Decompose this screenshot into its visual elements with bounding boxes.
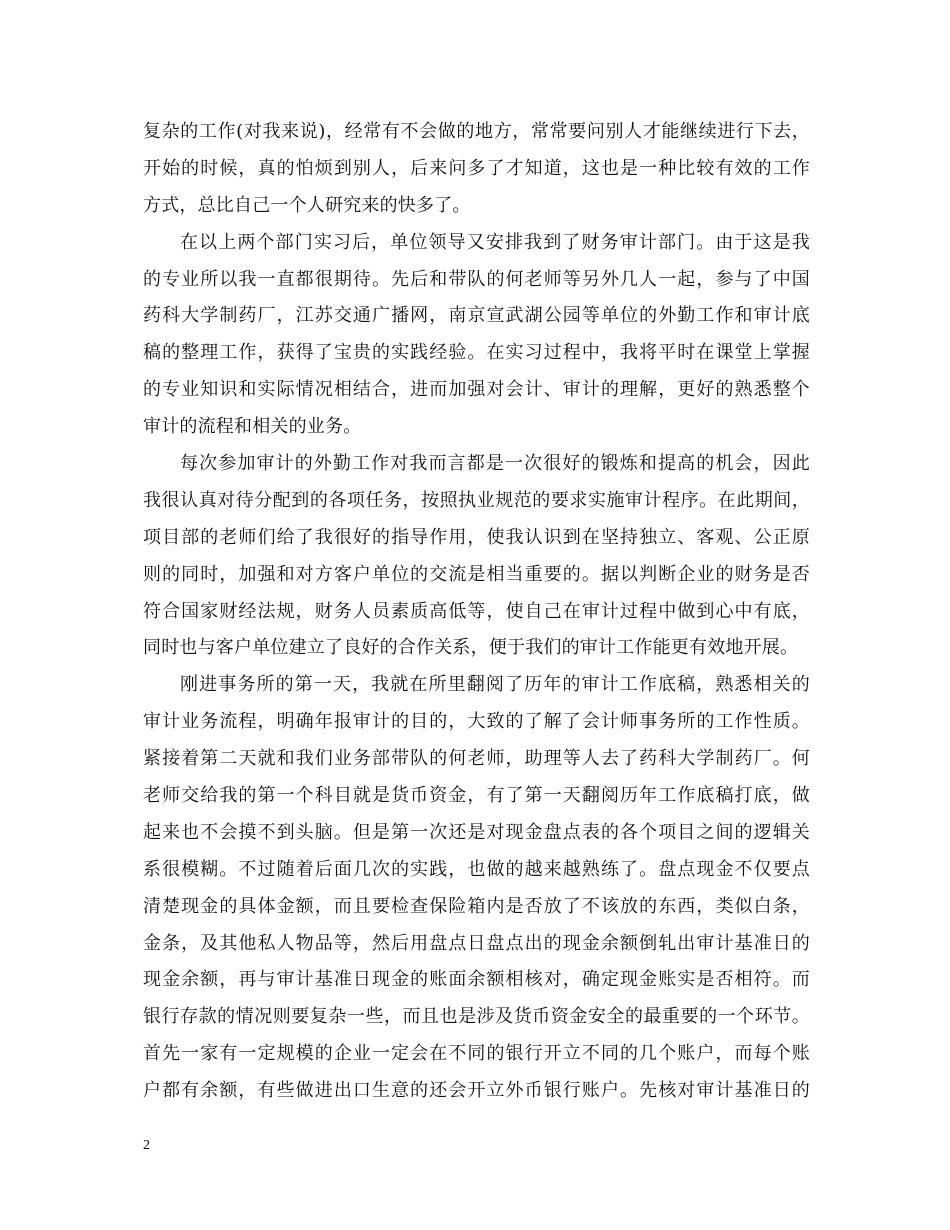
text-line: 审计的流程和相关的业务。 (143, 416, 362, 438)
page-number: 2 (143, 1138, 150, 1153)
text-line: 方式，总比自己一个人研究来的快多了。 (143, 194, 471, 216)
text-line: 我很认真对待分配到的各项任务，按照执业规范的要求实施审计程序。在此期间， (143, 489, 810, 511)
text-line: 药科大学制药厂，江苏交通广播网，南京宣武湖公园等单位的外勤工作和审计底 (143, 305, 810, 327)
text-line: 首先一家有一定规模的企业一定会在不同的银行开立不同的几个账户，而每个账 (143, 1043, 810, 1065)
text-line: 的专业所以我一直都很期待。先后和带队的何老师等另外几人一起，参与了中国 (143, 268, 810, 290)
text-line: 金条，及其他私人物品等，然后用盘点日盘点出的现金余额倒轧出审计基准日的 (143, 932, 810, 954)
paragraph-4 (143, 667, 810, 1110)
paragraph-3 (143, 446, 810, 667)
text-line: 则的同时，加强和对方客户单位的交流是相当重要的。据以判断企业的财务是否 (143, 563, 810, 585)
text-line: 每次参加审计的外勤工作对我而言都是一次很好的锻炼和提高的机会，因此 (180, 453, 810, 475)
text-line: 起来也不会摸不到头脑。但是第一次还是对现金盘点表的各个项目之间的逻辑关 (143, 821, 810, 843)
text-line: 紧接着第二天就和我们业务部带队的何老师，助理等人去了药科大学制药厂。何 (143, 748, 810, 770)
text-line: 同时也与客户单位建立了良好的合作关系，便于我们的审计工作能更有效地开展。 (143, 637, 799, 659)
text-line: 刚进事务所的第一天，我就在所里翻阅了历年的审计工作底稿，熟悉相关的 (180, 674, 810, 696)
text-line: 的专业知识和实际情况相结合，进而加强对会计、审计的理解，更好的熟悉整个 (143, 379, 810, 401)
text-line: 清楚现金的具体金额，而且要检查保险箱内是否放了不该放的东西，类似白条， (143, 895, 810, 917)
text-line: 稿的整理工作，获得了宝贵的实践经验。在实习过程中，我将平时在课堂上掌握 (143, 342, 810, 364)
text-line: 老师交给我的第一个科目就是货币资金，有了第一天翻阅历年工作底稿打底，做 (143, 785, 810, 807)
text-line: 现金余额，再与审计基准日现金的账面余额相核对，确定现金账实是否相符。而 (143, 969, 810, 991)
text-line: 在以上两个部门实习后，单位领导又安排我到了财务审计部门。由于这是我 (180, 231, 810, 253)
document-body (143, 114, 810, 1110)
text-line: 户都有余额，有些做进出口生意的还会开立外币银行账户。先核对审计基准日的 (143, 1080, 810, 1102)
text-line: 银行存款的情况则要复杂一些，而且也是涉及货币资金安全的最重要的一个环节。 (143, 1006, 810, 1028)
paragraph-1 (143, 114, 810, 225)
text-line: 开始的时候，真的怕烦到别人，后来问多了才知道，这也是一种比较有效的工作 (143, 157, 810, 179)
paragraph-2 (143, 225, 810, 446)
text-line: 符合国家财经法规，财务人员素质高低等，使自己在审计过程中做到心中有底， (143, 600, 810, 622)
text-line: 系很模糊。不过随着后面几次的实践，也做的越来越熟练了。盘点现金不仅要点 (143, 858, 810, 880)
text-line: 复杂的工作(对我来说)，经常有不会做的地方，常常要问别人才能继续进行下去， (143, 121, 810, 142)
text-line: 项目部的老师们给了我很好的指导作用，使我认识到在坚持独立、客观、公正原 (143, 526, 810, 548)
text-line: 审计业务流程，明确年报审计的目的，大致的了解了会计师事务所的工作性质。 (143, 711, 810, 733)
